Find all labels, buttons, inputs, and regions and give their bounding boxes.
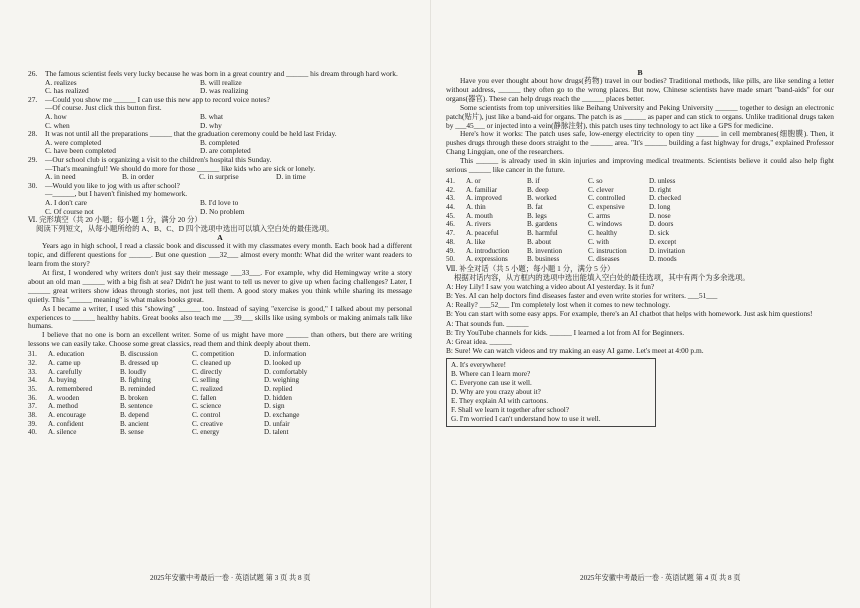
passage-paragraph: Here's how it works: The patch uses safe, low-energy electricity to open tiny ______ in cell membranes(细胞膜). Then, it pushes drugs through these doors straight to the ______ area. "It's ______ building a fast highway for drugs," explained Professor Chang Lingqian, one of the researchers. bbox=[446, 129, 834, 157]
option: D. No problem bbox=[200, 206, 245, 216]
option: D. exchange bbox=[264, 411, 300, 420]
single-choice-questions bbox=[28, 70, 412, 156]
box-option: B. Where can I learn more? bbox=[451, 369, 531, 378]
option-number: 35. bbox=[28, 384, 37, 393]
option: C. windows bbox=[588, 220, 622, 229]
option: D. why bbox=[200, 120, 222, 130]
table-row bbox=[446, 177, 834, 186]
option-number: 41. bbox=[446, 176, 455, 185]
table-row bbox=[446, 203, 834, 212]
option: B. deep bbox=[527, 185, 549, 194]
option: C. diseases bbox=[588, 255, 620, 264]
passage-paragraph: At first, I wondered why writers don't just say their message ___33___. For example, why did Hemingway write a story about an old man ______ with a big fish at sea? Didn't he just want to tell us never to give up when facing challenges? Later, I ______ great writers show ideas through stories, not just tell them. A good story makes you think while sharing its message quietly. This "______ meaning" is what makes books great. bbox=[28, 268, 412, 304]
option: A. mouth bbox=[466, 211, 493, 220]
question-stem: —Our school club is organizing a visit to the children's hospital this Sunday. bbox=[45, 154, 272, 164]
option: A. came up bbox=[48, 358, 81, 367]
option-number: 37. bbox=[28, 402, 37, 411]
passage-b-heading: B bbox=[637, 68, 643, 77]
option: A. remembered bbox=[48, 384, 93, 393]
question-stem-reply: —Of course. Just click this button first. bbox=[45, 103, 162, 113]
passage-paragraph: Years ago in high school, I read a classic book and discussed it with my classmates every month. Each book had a different topic, and different questions for ______. But one question ___32___ almost every month: What did the writer want readers to learn from the story? bbox=[28, 241, 412, 269]
dialogue-line: B: Yes. AI can help doctors find diseases faster and even write stories for writers. ___51___ bbox=[446, 291, 718, 301]
option: B. if bbox=[527, 176, 540, 185]
option: A. like bbox=[466, 237, 486, 246]
question-item bbox=[28, 96, 412, 130]
passage-a-heading: A bbox=[217, 233, 223, 243]
section-7-instructions: 根据对话内容，从方框内的选项中选出能填入空白处的最佳选项，其中有两个为多余选项。 bbox=[454, 272, 750, 282]
option: D. are completed bbox=[200, 146, 251, 156]
option: B. fighting bbox=[120, 376, 151, 385]
option: D. was realizing bbox=[200, 86, 249, 96]
option: B. in order bbox=[122, 172, 154, 182]
table-row bbox=[28, 428, 412, 437]
question-29 bbox=[28, 156, 412, 182]
option: A. education bbox=[48, 350, 85, 359]
option: C. science bbox=[192, 402, 222, 411]
question-number: 30. bbox=[28, 180, 38, 190]
option: B. discussion bbox=[120, 350, 158, 359]
option: C. controlled bbox=[588, 194, 626, 203]
option: B. about bbox=[527, 237, 552, 246]
option: D. unfair bbox=[264, 419, 290, 428]
option-number: 34. bbox=[28, 376, 37, 385]
dialogue-line: B: You can start with some easy apps. For example, there's an AI chatbot that helps with homework. Just ask him questions! bbox=[446, 309, 813, 319]
option: D. except bbox=[649, 237, 677, 246]
option: B. invention bbox=[527, 246, 563, 255]
option: A. thin bbox=[466, 203, 486, 212]
option: A. familiar bbox=[466, 185, 498, 194]
option-number: 47. bbox=[446, 229, 455, 238]
box-option: G. I'm worried I can't understand how to use it well. bbox=[451, 414, 601, 423]
option: B. what bbox=[200, 111, 223, 121]
option: A. carefully bbox=[48, 367, 82, 376]
option: A. confident bbox=[48, 419, 84, 428]
box-option: D. Why are you crazy about it? bbox=[451, 387, 541, 396]
question-stem: —Would you like to jog with us after school? bbox=[45, 180, 180, 190]
passage-paragraph: Have you ever thought about how drugs(药物) travel in our bodies? Traditional methods, like pills, are like sending a letter without address, ______ they often go to the wrong places. But now, Chinese scientists have made smart "band-aids" for our organs(器官). These can help drugs reach the ______ places better. bbox=[446, 76, 834, 103]
option: B. sentence bbox=[120, 402, 153, 411]
option: B. business bbox=[527, 255, 560, 264]
option-number: 44. bbox=[446, 203, 455, 212]
option: B. worked bbox=[527, 194, 557, 203]
option: D. looked up bbox=[264, 358, 301, 367]
dialogue-option-box bbox=[446, 358, 656, 427]
question-stem: It was not until all the preparations ______ that the graduation ceremony could be held last Friday. bbox=[45, 129, 337, 139]
table-row bbox=[28, 411, 412, 420]
table-row bbox=[28, 394, 412, 403]
dialogue-line: A: Great idea. ______ bbox=[446, 336, 512, 346]
option: C. energy bbox=[192, 428, 220, 437]
option: C. clever bbox=[588, 185, 614, 194]
question-stem: —Could you show me ______ I can use this new app to record voice notes? bbox=[45, 94, 270, 104]
option: C. directly bbox=[192, 367, 222, 376]
question-item bbox=[28, 130, 412, 156]
option: C. has realized bbox=[45, 86, 89, 96]
option: B. fat bbox=[527, 203, 543, 212]
table-row bbox=[28, 376, 412, 385]
question-30 bbox=[28, 182, 412, 216]
question-number: 29. bbox=[28, 154, 38, 164]
option: D. doors bbox=[649, 220, 674, 229]
option: C. cleaned up bbox=[192, 358, 231, 367]
option-number: 36. bbox=[28, 393, 37, 402]
option: D. unless bbox=[649, 176, 676, 185]
option: C. expensive bbox=[588, 203, 625, 212]
option: B. will realize bbox=[200, 77, 242, 87]
option: A. wooden bbox=[48, 393, 80, 402]
option: C. in surprise bbox=[199, 172, 239, 182]
section-6-instructions: 阅读下列短文，从每小题所给的 A、B、C、D 四个选项中选出可以填入空白处的最佳选项。 bbox=[36, 223, 334, 233]
option-number: 43. bbox=[446, 194, 455, 203]
option: B. reminded bbox=[120, 384, 156, 393]
option: D. comfortably bbox=[264, 367, 308, 376]
box-option: E. They explain AI with cartoons. bbox=[451, 396, 549, 405]
page-footer-right: 2025年安徽中考最后一卷 · 英语试题 第 4 页 共 8 页 bbox=[580, 574, 741, 582]
option: D. information bbox=[264, 350, 307, 359]
table-row bbox=[446, 229, 834, 238]
option: D. sign bbox=[264, 402, 285, 411]
option: D. long bbox=[649, 203, 671, 212]
option: B. broken bbox=[120, 393, 148, 402]
option: B. loudly bbox=[120, 367, 147, 376]
section-7-title: Ⅶ. 补全对话（共 5 小题；每小题 1 分，满分 5 分） bbox=[446, 264, 615, 273]
question-number: 28. bbox=[28, 129, 38, 139]
option: D. in time bbox=[276, 172, 306, 182]
option: C. arms bbox=[588, 211, 611, 220]
option-number: 49. bbox=[446, 246, 455, 255]
option: C. instruction bbox=[588, 246, 627, 255]
option: C. realized bbox=[192, 384, 223, 393]
option-number: 31. bbox=[28, 350, 37, 359]
option: B. I'd love to bbox=[200, 197, 239, 207]
table-row bbox=[446, 247, 834, 256]
table-row bbox=[446, 186, 834, 195]
option-number: 46. bbox=[446, 220, 455, 229]
option: D. invitation bbox=[649, 246, 685, 255]
option: D. weighing bbox=[264, 376, 300, 385]
option: A. expressions bbox=[466, 255, 508, 264]
dialogue-line: A: That sounds fun. ______ bbox=[446, 318, 529, 328]
table-row bbox=[446, 220, 834, 229]
option-number: 39. bbox=[28, 419, 37, 428]
option: B. gardens bbox=[527, 220, 558, 229]
table-row bbox=[28, 402, 412, 411]
option: D. talent bbox=[264, 428, 289, 437]
table-row bbox=[28, 368, 412, 377]
table-row bbox=[446, 238, 834, 247]
question-item bbox=[28, 70, 412, 96]
dialogue-line: B: Sure! We can watch videos and try making an easy AI game. Let's meet at 4:00 p.m. bbox=[446, 345, 704, 355]
question-stem-reply: —______, but I haven't finished my homework. bbox=[45, 189, 188, 199]
option: A. introduction bbox=[466, 246, 510, 255]
box-option: A. It's everywhere! bbox=[451, 360, 506, 369]
option: A. were completed bbox=[45, 137, 102, 147]
option: D. right bbox=[649, 185, 672, 194]
cloze-options-41-50 bbox=[446, 177, 834, 264]
option: C. competition bbox=[192, 350, 235, 359]
table-row bbox=[28, 359, 412, 368]
option: B. ancient bbox=[120, 419, 149, 428]
cloze-options-31-40 bbox=[28, 350, 412, 437]
option: A. method bbox=[48, 402, 78, 411]
box-option: C. Everyone can use it well. bbox=[451, 378, 532, 387]
page-4 bbox=[430, 0, 860, 608]
option: B. legs bbox=[527, 211, 547, 220]
question-stem: The famous scientist feels very lucky because he was born in a great country and ______ his dream through hard work. bbox=[45, 69, 398, 78]
option: D. replied bbox=[264, 384, 293, 393]
option-number: 45. bbox=[446, 211, 455, 220]
passage-b bbox=[446, 77, 834, 175]
passage-paragraph: As I became a writer, I used this "showing" ______ too. Instead of saying "exercise is good," I talked about my personal experiences to ______ healthy habits. Great books also teach me ___39___ skills like using symbols or making animals talk like humans. bbox=[28, 303, 412, 331]
option: A. encourage bbox=[48, 411, 86, 420]
option: A. how bbox=[45, 111, 67, 121]
question-stem-reply: —That's meaningful! We should do more for those ______ like kids who are sick or lonely. bbox=[45, 163, 316, 173]
box-option: F. Shall we learn it together after school? bbox=[451, 405, 569, 414]
option: A. I don't care bbox=[45, 197, 87, 207]
option: C. selling bbox=[192, 376, 220, 385]
option-number: 40. bbox=[28, 428, 37, 437]
option: A. rivers bbox=[466, 220, 491, 229]
option: C. healthy bbox=[588, 229, 618, 238]
page-footer-left: 2025年安徽中考最后一卷 · 英语试题 第 3 页 共 8 页 bbox=[150, 574, 311, 582]
option: C. Of course not bbox=[45, 206, 94, 216]
option: A. realizes bbox=[45, 77, 77, 87]
option: A. silence bbox=[48, 428, 77, 437]
option: C. when bbox=[45, 120, 70, 130]
option: A. in need bbox=[45, 172, 76, 182]
option: A. improved bbox=[466, 194, 502, 203]
option-number: 33. bbox=[28, 367, 37, 376]
option: D. checked bbox=[649, 194, 681, 203]
dialogue-line: A: Hey Lily! I saw you watching a video about AI yesterday. Is it fun? bbox=[446, 282, 655, 292]
option: C. with bbox=[588, 237, 609, 246]
question-number: 27. bbox=[28, 94, 38, 104]
option: D. nose bbox=[649, 211, 671, 220]
option: A. peaceful bbox=[466, 229, 499, 238]
passage-paragraph: Some scientists from top universities like Beihang University and Peking University ______ together to design an electronic patch(贴片), just like a band-aid for organs. The patch is as ______ as paper and can stick to organs. Unlike traditional drugs taken by ___45___ or injected into a vein(静脉注射), this patch uses tiny technology to act like a GPS for medicine. bbox=[446, 102, 834, 130]
option: C. so bbox=[588, 176, 603, 185]
table-row bbox=[28, 385, 412, 394]
table-row bbox=[446, 194, 834, 203]
passage-a bbox=[28, 242, 412, 349]
option-number: 38. bbox=[28, 411, 37, 420]
option: C. fallen bbox=[192, 393, 217, 402]
option: B. depend bbox=[120, 411, 149, 420]
option: C. control bbox=[192, 411, 221, 420]
passage-paragraph: This ______ is already used in skin injuries and improving medical treatments. Scientists believe it could also help fight serious ______ like cancer in the future. bbox=[446, 156, 834, 175]
option: D. sick bbox=[649, 229, 670, 238]
option: B. sense bbox=[120, 428, 144, 437]
passage-paragraph: I believe that no one is born an excellent writer. Some of us might have more ______ than others, but there are writing lessons we can easily take. Choose some great classics, read them and think deeply about them. bbox=[28, 330, 412, 349]
option: D. moods bbox=[649, 255, 677, 264]
table-row bbox=[28, 420, 412, 429]
section-6-title: Ⅵ. 完形填空（共 20 小题；每小题 1 分，满分 20 分） bbox=[28, 215, 202, 225]
option: B. completed bbox=[200, 137, 240, 147]
option-number: 48. bbox=[446, 237, 455, 246]
option: C. creative bbox=[192, 419, 223, 428]
option: B. dressed up bbox=[120, 358, 159, 367]
option-number: 42. bbox=[446, 185, 455, 194]
option: D. hidden bbox=[264, 393, 292, 402]
option-number: 50. bbox=[446, 255, 455, 264]
option: A. or bbox=[466, 176, 481, 185]
option: B. harmful bbox=[527, 229, 558, 238]
option: C. have been completed bbox=[45, 146, 117, 156]
table-row bbox=[446, 255, 834, 264]
dialogue-line: B: Try YouTube channels for kids. ______ I learned a lot from AI for Beginners. bbox=[446, 327, 685, 337]
dialogue-line: A: Really? ___52___ I'm completely lost when it comes to new technology. bbox=[446, 300, 671, 310]
table-row bbox=[28, 350, 412, 359]
dialogue bbox=[446, 282, 834, 355]
table-row bbox=[446, 212, 834, 221]
option: A. buying bbox=[48, 376, 77, 385]
question-number: 26. bbox=[28, 69, 38, 78]
option-number: 32. bbox=[28, 358, 37, 367]
